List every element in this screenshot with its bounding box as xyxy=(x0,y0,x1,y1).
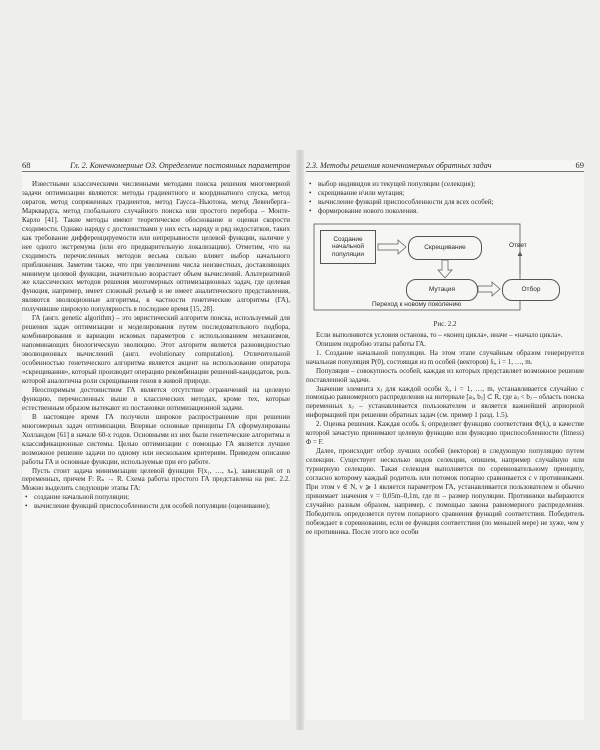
paragraph: Пусть стоит задача минимизации целевой функции F(x₁, …, xₙ), зависящей от n переменных, причем F: Rₙ → R. Схема работы простого ГА представлена на рис. 2.2. Можно выделить следующие этапы ГА: xyxy=(22,466,290,493)
paragraph: В настоящее время ГА получили широкое распространение при решении многомерных задач оптимизации. Впервые основные принципы ГА сформулированы Холландом [61] в начале 60-х годов. Основными из них были генетические алгоритмы и классификационные системы. Целью оптимизации с помощью ГА является лучшее возможное решение задачи по одному или нескольким критериям. Приведем описание работы ГА и основные функции, используемые при его работе. xyxy=(22,412,290,466)
left-page-number: 68 xyxy=(22,160,31,170)
list-item: • создание начальной популяции; xyxy=(22,493,290,502)
left-running-title: Гл. 2. Конечномерные ОЗ. Определение постоянных параметров xyxy=(70,161,290,170)
paragraph: ГА (англ. genetic algorithm) – это эвристический алгоритм поиска, используемый для решения задач оптимизации и моделирования путем последовательного подбора, комбинирования и вариации искомых параметров с использованием механизмов, напоминающих биологическую эволюцию. Этот алгоритм является разновидностью эволюционных вычислений (англ. evolutionary computation). Отличительной особенностью генетического алгоритма является акцент на использование оператора «скрещивания», который производит операцию рекомбинации решений-кандидатов, роль которой аналогична роли скрещивания генов в живой природе. xyxy=(22,314,290,385)
right-page-number: 69 xyxy=(575,160,584,170)
list-item: • вычисление функций приспособленности для всех особей; xyxy=(306,198,584,207)
left-page xyxy=(22,160,290,720)
figure-caption: Рис. 2.2 xyxy=(433,319,457,328)
box-mutation-label: Мутация xyxy=(428,286,456,294)
book-gutter xyxy=(296,150,304,730)
box-mutation xyxy=(406,279,478,301)
paragraph: Если выполняются условия останова, то – «конец цикла», иначе – «начало цикла». xyxy=(316,330,563,339)
paragraph: 1. Создание начальной популяции. На этом этапе случайным образом генерируется начальная популяция P(0), состоящая из m особей (векторов) x̄ᵢ, i = 1, …, m. xyxy=(306,348,584,366)
arrow-init-to-cross xyxy=(378,240,406,254)
right-page xyxy=(306,160,584,720)
box-selection-label: Отбор xyxy=(521,286,541,294)
list-item: • выбор индивидов из текущей популяции (селекция); xyxy=(306,180,584,189)
right-running-title: 2.3. Методы решения конечномерных обратных задач xyxy=(306,161,492,170)
ga-flow-diagram xyxy=(306,222,584,318)
ga-steps-list xyxy=(22,493,290,511)
left-page-content xyxy=(22,180,290,511)
box-initial-population xyxy=(320,230,376,264)
right-running-head xyxy=(306,156,584,172)
paragraph: Популяция – совокупность особей, каждая из которых представляет возможное решение поставленной задачи. xyxy=(306,366,584,384)
list-item: • вычисление функций приспособленности для особей популяции (оценивание); xyxy=(22,502,290,511)
paragraph: Опишем подробно этапы работы ГА. xyxy=(316,339,426,348)
left-running-head xyxy=(22,156,290,172)
box-crossover-label: Скрещивание xyxy=(424,244,466,252)
label-new-generation: Переход к новому поколению xyxy=(372,300,462,308)
box-crossover xyxy=(408,236,482,260)
list-item: • скрещивание и\или мутация; xyxy=(306,189,584,198)
arrow-mutation-to-selection xyxy=(478,282,500,296)
list-item: • формирование нового поколения. xyxy=(306,207,584,216)
label-answer: Ответ xyxy=(509,241,527,249)
right-page-content xyxy=(306,180,584,537)
box-initial-population-label: Создание начальной популяции xyxy=(331,235,365,258)
paragraph: Значение элемента xⱼ для каждой особи x̄ᵢ, i = 1, …, m, устанавливается случайно с помощью равномерного распределения на интервале [aⱼ, bⱼ] ⊂ R, где aⱼ < bⱼ – область поиска переменных xⱼ – устанавливается пользователем и является важнейшей априорной информацией при решении обратных задач (см. пример 1 разд. 1.5). xyxy=(306,384,584,420)
arrow-cross-to-mutation xyxy=(438,260,452,278)
paragraph: Известными классическими численными методами поиска решения многомерной задачи оптимизации являются: методы градиентного и координатного спуска, метод оврагов, метод сопряженных градиентов, метод Гаусса–Ньютона, метод Левенберга–Марквардта, метод глобального случайного поиска или простого перебора – Монте-Карло [41]. Такие методы имеют теоретическое обоснование и оценки скорости сходимости. Однако наряду с достоинствами у них есть наряду и ряд недостатков, таких как требование дифференцируемости или непрерывности целевой функции, наличие у нее одного экстремума (или его предварительную локализацию). Отметим, что на сходимость перечисленных методов весьма сильно влияет выбор начального приближения. Заметим также, что при увеличении числа неизвестных, доставляющих минимум целевой функции, значительно возрастает объем вычислений. Альтернативой же классических методов решения многомерных оптимизационных задач, где целевая функция, например, имеет сложный рельеф и не имеет аналитического представления, являются эволюционные алгоритмы, в частности генетические алгоритмы (ГА), получившие широкую популярность в последнее время [15, 28]. xyxy=(22,180,290,314)
paragraph: Неоспоримым достоинством ГА является отсутствие ограничений на целевую функцию, перечисленных выше в классических методах, кроме тех, которые естественным образом вытекают из постановки оптимизационной задачи. xyxy=(22,385,290,412)
paragraph: Далее, происходит отбор лучших особей (векторов) в следующую популяцию путем селекции. Существует несколько видов селекции, опишем, например случайную или турнирную селекцию. Такая селекция выполняется по соревновательному принципу, согласно которому каждый родитель или потомок попарно сравнивается с ν противниками. При этом ν ∈ N, ν ⩾ 1 является параметром ГА, устанавливается пользователем и обычно принимает значения ν = 0,05m–0,1m, где m – размер популяции. Противники выбираются случайно разным образом, например, с помощью закона равномерного распределения. Победитель определяется путем попарного сравнения функций соответствия. Победитель побеждает в соревновании, если ее функция соответствия (по меньшей мере) не хуже, чем у ее противника. После этого все особи xyxy=(306,447,584,536)
box-selection xyxy=(502,279,560,301)
ga-steps-list-continued xyxy=(306,180,584,216)
paragraph: 2. Оценка решения. Каждая особь x̄ᵢ определяет функцию соответствия Φ(x̄ᵢ), в качестве которой зачастую принимают целевую функцию или функцию приспособленности (fitness) Φ = F. xyxy=(306,420,584,447)
